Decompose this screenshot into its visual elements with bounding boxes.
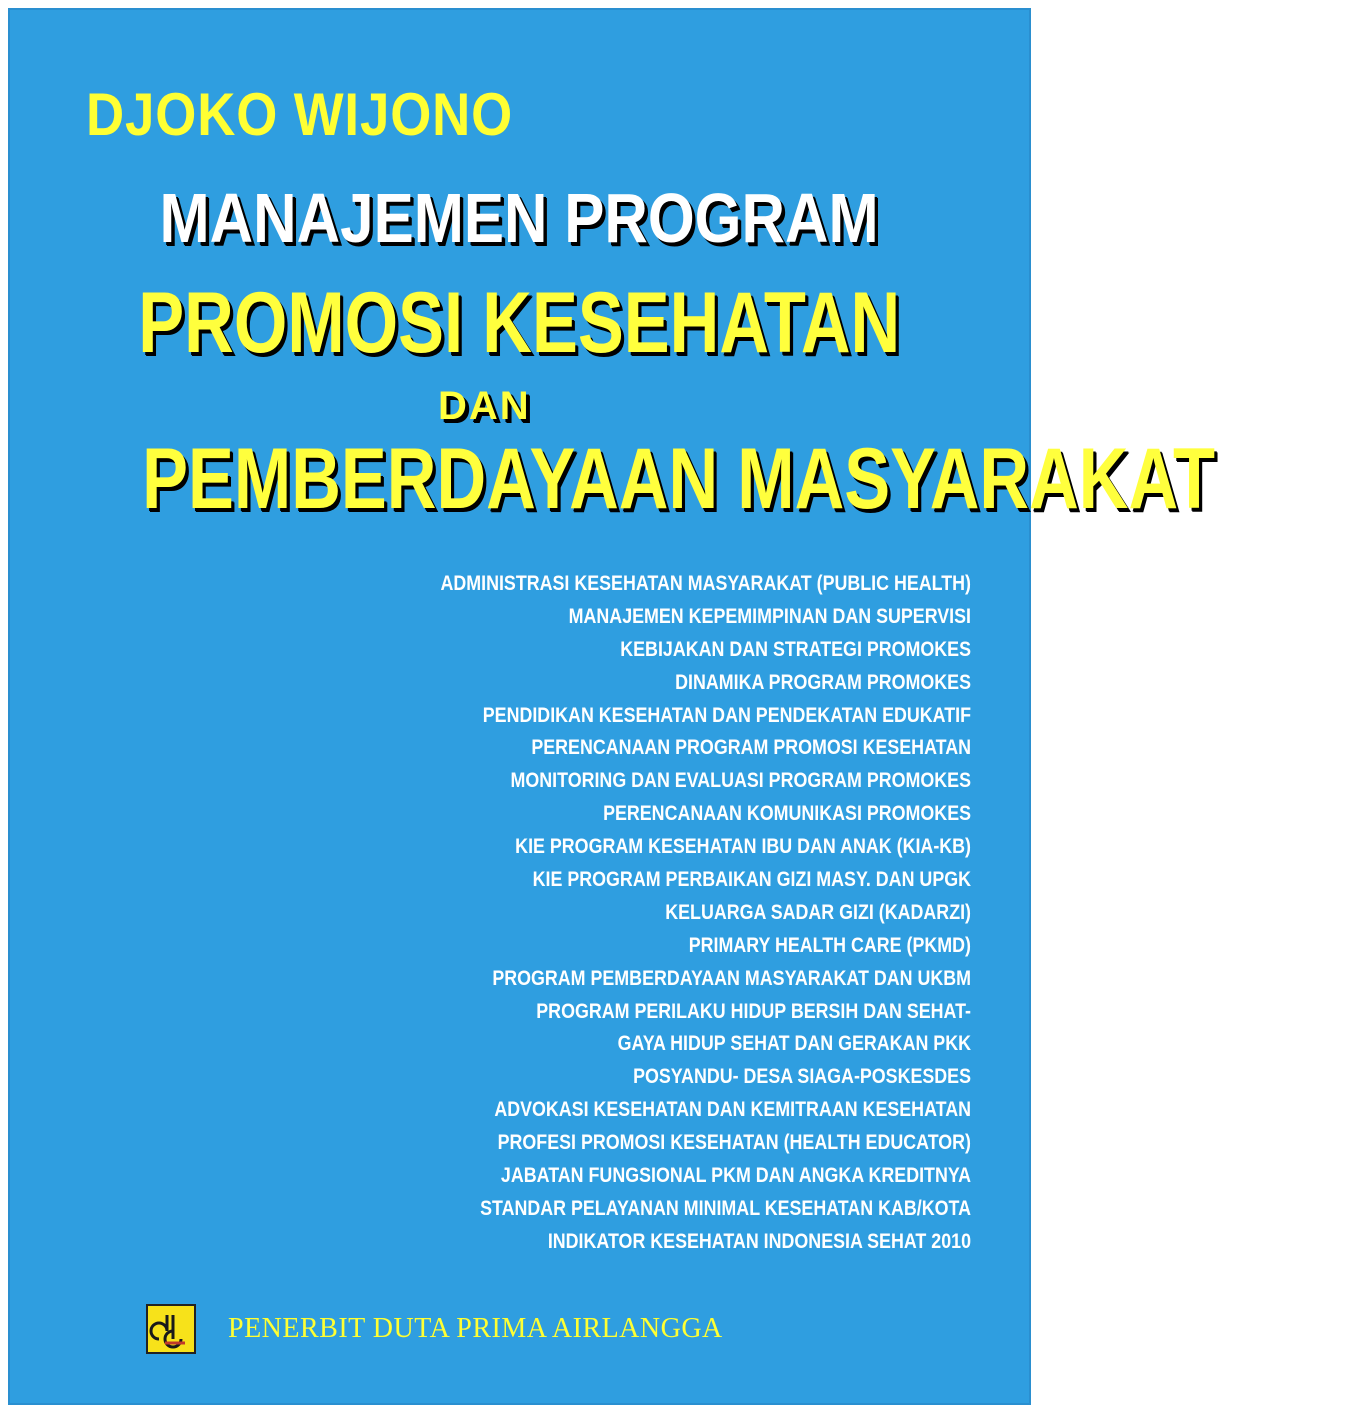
title-line-3: DAN	[438, 384, 531, 428]
topic-item: KIE PROGRAM KESEHATAN IBU DAN ANAK (KIA-KB)	[515, 835, 971, 859]
topic-item: PENDIDIKAN KESEHATAN DAN PENDEKATAN EDUKATIF	[482, 703, 971, 727]
topic-item: PROFESI PROMOSI KESEHATAN (HEALTH EDUCATOR)	[497, 1131, 971, 1155]
title-line-1-text: MANAJEMEN PROGRAM	[159, 179, 880, 257]
topic-item: GAYA HIDUP SEHAT DAN GERAKAN PKK	[617, 1032, 971, 1056]
publisher-logo-glyph-icon	[151, 1309, 191, 1349]
title-line-4-text: PEMBERDAYAAN MASYARAKAT	[142, 431, 1216, 527]
topic-item: DINAMIKA PROGRAM PROMOKES	[675, 670, 971, 694]
topic-item: PROGRAM PERILAKU HIDUP BERSIH DAN SEHAT-	[536, 999, 971, 1023]
title-line-4	[8, 430, 1216, 529]
topic-item: JABATAN FUNGSIONAL PKM DAN ANGKA KREDITNYA	[500, 1164, 971, 1188]
topic-item: KELUARGA SADAR GIZI (KADARZI)	[665, 900, 971, 924]
topic-item: PERENCANAAN KOMUNIKASI PROMOKES	[603, 802, 971, 826]
topic-item: MANAJEMEN KEPEMIMPINAN DAN SUPERVISI	[568, 604, 971, 628]
publisher-logo-icon	[146, 1304, 196, 1354]
topic-list	[331, 568, 971, 1259]
author-name: DJOKO WIJONO	[86, 81, 514, 148]
book-cover	[8, 8, 1216, 1405]
title-line-2	[8, 274, 1031, 373]
topic-item: PROGRAM PEMBERDAYAAN MASYARAKAT DAN UKBM	[492, 966, 971, 990]
title-line-1	[8, 178, 1031, 258]
topic-item: PERENCANAAN PROGRAM PROMOSI KESEHATAN	[531, 736, 971, 760]
topic-item: ADVOKASI KESEHATAN DAN KEMITRAAN KESEHATAN	[494, 1098, 971, 1122]
topic-item: ADMINISTRASI KESEHATAN MASYARAKAT (PUBLIC HEALTH)	[440, 572, 972, 595]
topic-item: INDIKATOR KESEHATAN INDONESIA SEHAT 2010	[547, 1229, 971, 1253]
topic-item: KEBIJAKAN DAN STRATEGI PROMOKES	[620, 637, 971, 661]
topic-item: PRIMARY HEALTH CARE (PKMD)	[688, 933, 971, 957]
topic-item: STANDAR PELAYANAN MINIMAL KESEHATAN KAB/KOTA	[480, 1196, 971, 1220]
publisher-name: PENERBIT DUTA PRIMA AIRLANGGA	[228, 1313, 723, 1344]
topic-item: KIE PROGRAM PERBAIKAN GIZI MASY. DAN UPGK	[532, 868, 971, 892]
topic-item: POSYANDU- DESA SIAGA-POSKESDES	[633, 1065, 971, 1089]
publisher-block	[146, 1304, 723, 1354]
title-line-2-text: PROMOSI KESEHATAN	[138, 275, 901, 371]
topic-item: MONITORING DAN EVALUASI PROGRAM PROMOKES	[510, 769, 971, 793]
